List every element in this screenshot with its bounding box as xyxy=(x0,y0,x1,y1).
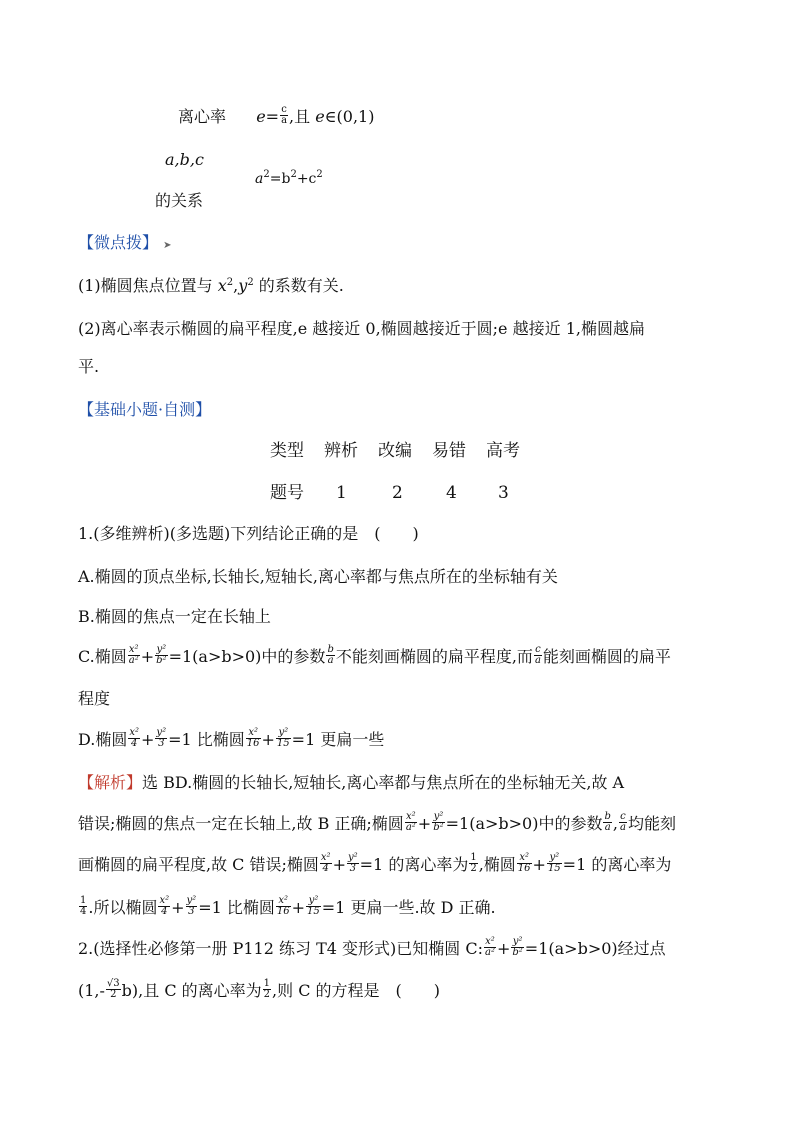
tip-point-2-line2: 平. xyxy=(78,357,100,376)
analysis-line1: 【解析】选 BD.椭圆的长轴长,短轴长,离心率都与焦点所在的坐标轴无关,故 A xyxy=(78,773,625,792)
eccentricity-label: 离心率 xyxy=(178,107,227,126)
q2-line2: (1,- $\frac{√3}{2}$ b),且 C 的离心率为 $\frac{1}{2}$ ,则 C 的方程是 ( ) xyxy=(78,978,441,1000)
q1-option-a: A.椭圆的顶点坐标,长轴长,短轴长,离心率都与焦点所在的坐标轴有关 xyxy=(78,567,558,586)
q2-line1: 2.(选择性必修第一册 P112 练习 T4 变形式)已知椭圆 C: $\frac{\text{x²}}{\text{a²}}$ + $\frac{\text{y²}}{\text{b²}}$ =1(a>b>0)经过点 xyxy=(78,936,666,958)
abc-formula: $a^2=b^2+c^2$ xyxy=(255,169,323,187)
tip-heading: 【微点拨】 xyxy=(78,233,159,252)
q1-option-d: D.椭圆 $\frac{\text{x²}}{4}$ + $\frac{\text{y²}}{3}$ =1 比椭圆 $\frac{\text{x²}}{16}$ + $\frac{\text{y²}}{15}$ =1 更扁一些 xyxy=(78,727,385,749)
q1-option-b: B.椭圆的焦点一定在长轴上 xyxy=(78,607,271,626)
analysis-line4: $\frac{1}{4}$ .所以椭圆 $\frac{\text{x²}}{4}$ + $\frac{\text{y²}}{3}$ =1 比椭圆 $\frac{\text{x²}}{16}$ + $\frac{\text{y²}}{15}$ =1 更扁一些.故 D 正确. xyxy=(80,895,496,917)
tip-point-2-line1: (2)离心率表示椭圆的扁平程度,e 越接近 0,椭圆越接近于圆;e 越接近 1,椭圆越扁 xyxy=(78,319,645,338)
eccentricity-var: e= xyxy=(256,107,280,126)
q1-option-c: C.椭圆 $\frac{\text{x²}}{\text{a²}}$ + $\frac{\text{y²}}{\text{b²}}$ =1(a>b>0)中的参数 $\frac{b}{a}$ 不能刻画椭圆的扁平程度,而 $\frac{c}{a}$ 能刻画椭圆的扁平 xyxy=(78,644,671,666)
abc-vars: a,b,c xyxy=(165,150,204,169)
quiz-heading: 【基础小题·自测】 xyxy=(78,400,212,419)
tip-heading-row xyxy=(78,232,172,257)
q1-option-c-line2: 程度 xyxy=(78,689,111,708)
eccentricity-row: 离心率 e= $\frac{c}{a}$ ,且 e∈(0,1) xyxy=(178,104,375,126)
c-over-a-fraction: $\frac{c}{a}$ xyxy=(281,104,288,126)
arrow-icon: ➤ xyxy=(163,240,172,251)
analysis-tag: 【解析】 xyxy=(78,773,143,792)
q1-stem: 1.(多维辨析)(多选题)下列结论正确的是 ( ) xyxy=(78,524,419,543)
quiz-number-row: 题号 1 2 4 3 xyxy=(270,483,509,503)
abc-relation-label: 的关系 xyxy=(155,191,204,210)
quiz-type-label: 类型 xyxy=(270,441,304,461)
tip-point-1: (1)椭圆焦点位置与 $x^2,y^2$ 的系数有关. xyxy=(78,276,344,295)
quiz-header-row: 类型 辨析 改编 易错 高考 xyxy=(270,441,520,461)
analysis-line2: 错误;椭圆的焦点一定在长轴上,故 B 正确;椭圆 $\frac{\text{x²}}{\text{a²}}$ + $\frac{\text{y²}}{\text{b²}}$ =1(a>b>0)中的参数 $\frac{b}{a}$ , $\frac{c}{a}$ 均能刻 xyxy=(78,811,676,833)
analysis-line3: 画椭圆的扁平程度,故 C 错误;椭圆 $\frac{\text{x²}}{4}$ + $\frac{\text{y²}}{3}$ =1 的离心率为 $\frac{1}{2}$ ,椭圆 $\frac{\text{x²}}{16}$ + $\frac{\text{y²}}{15}$ =1 的离心率为 xyxy=(78,852,672,874)
